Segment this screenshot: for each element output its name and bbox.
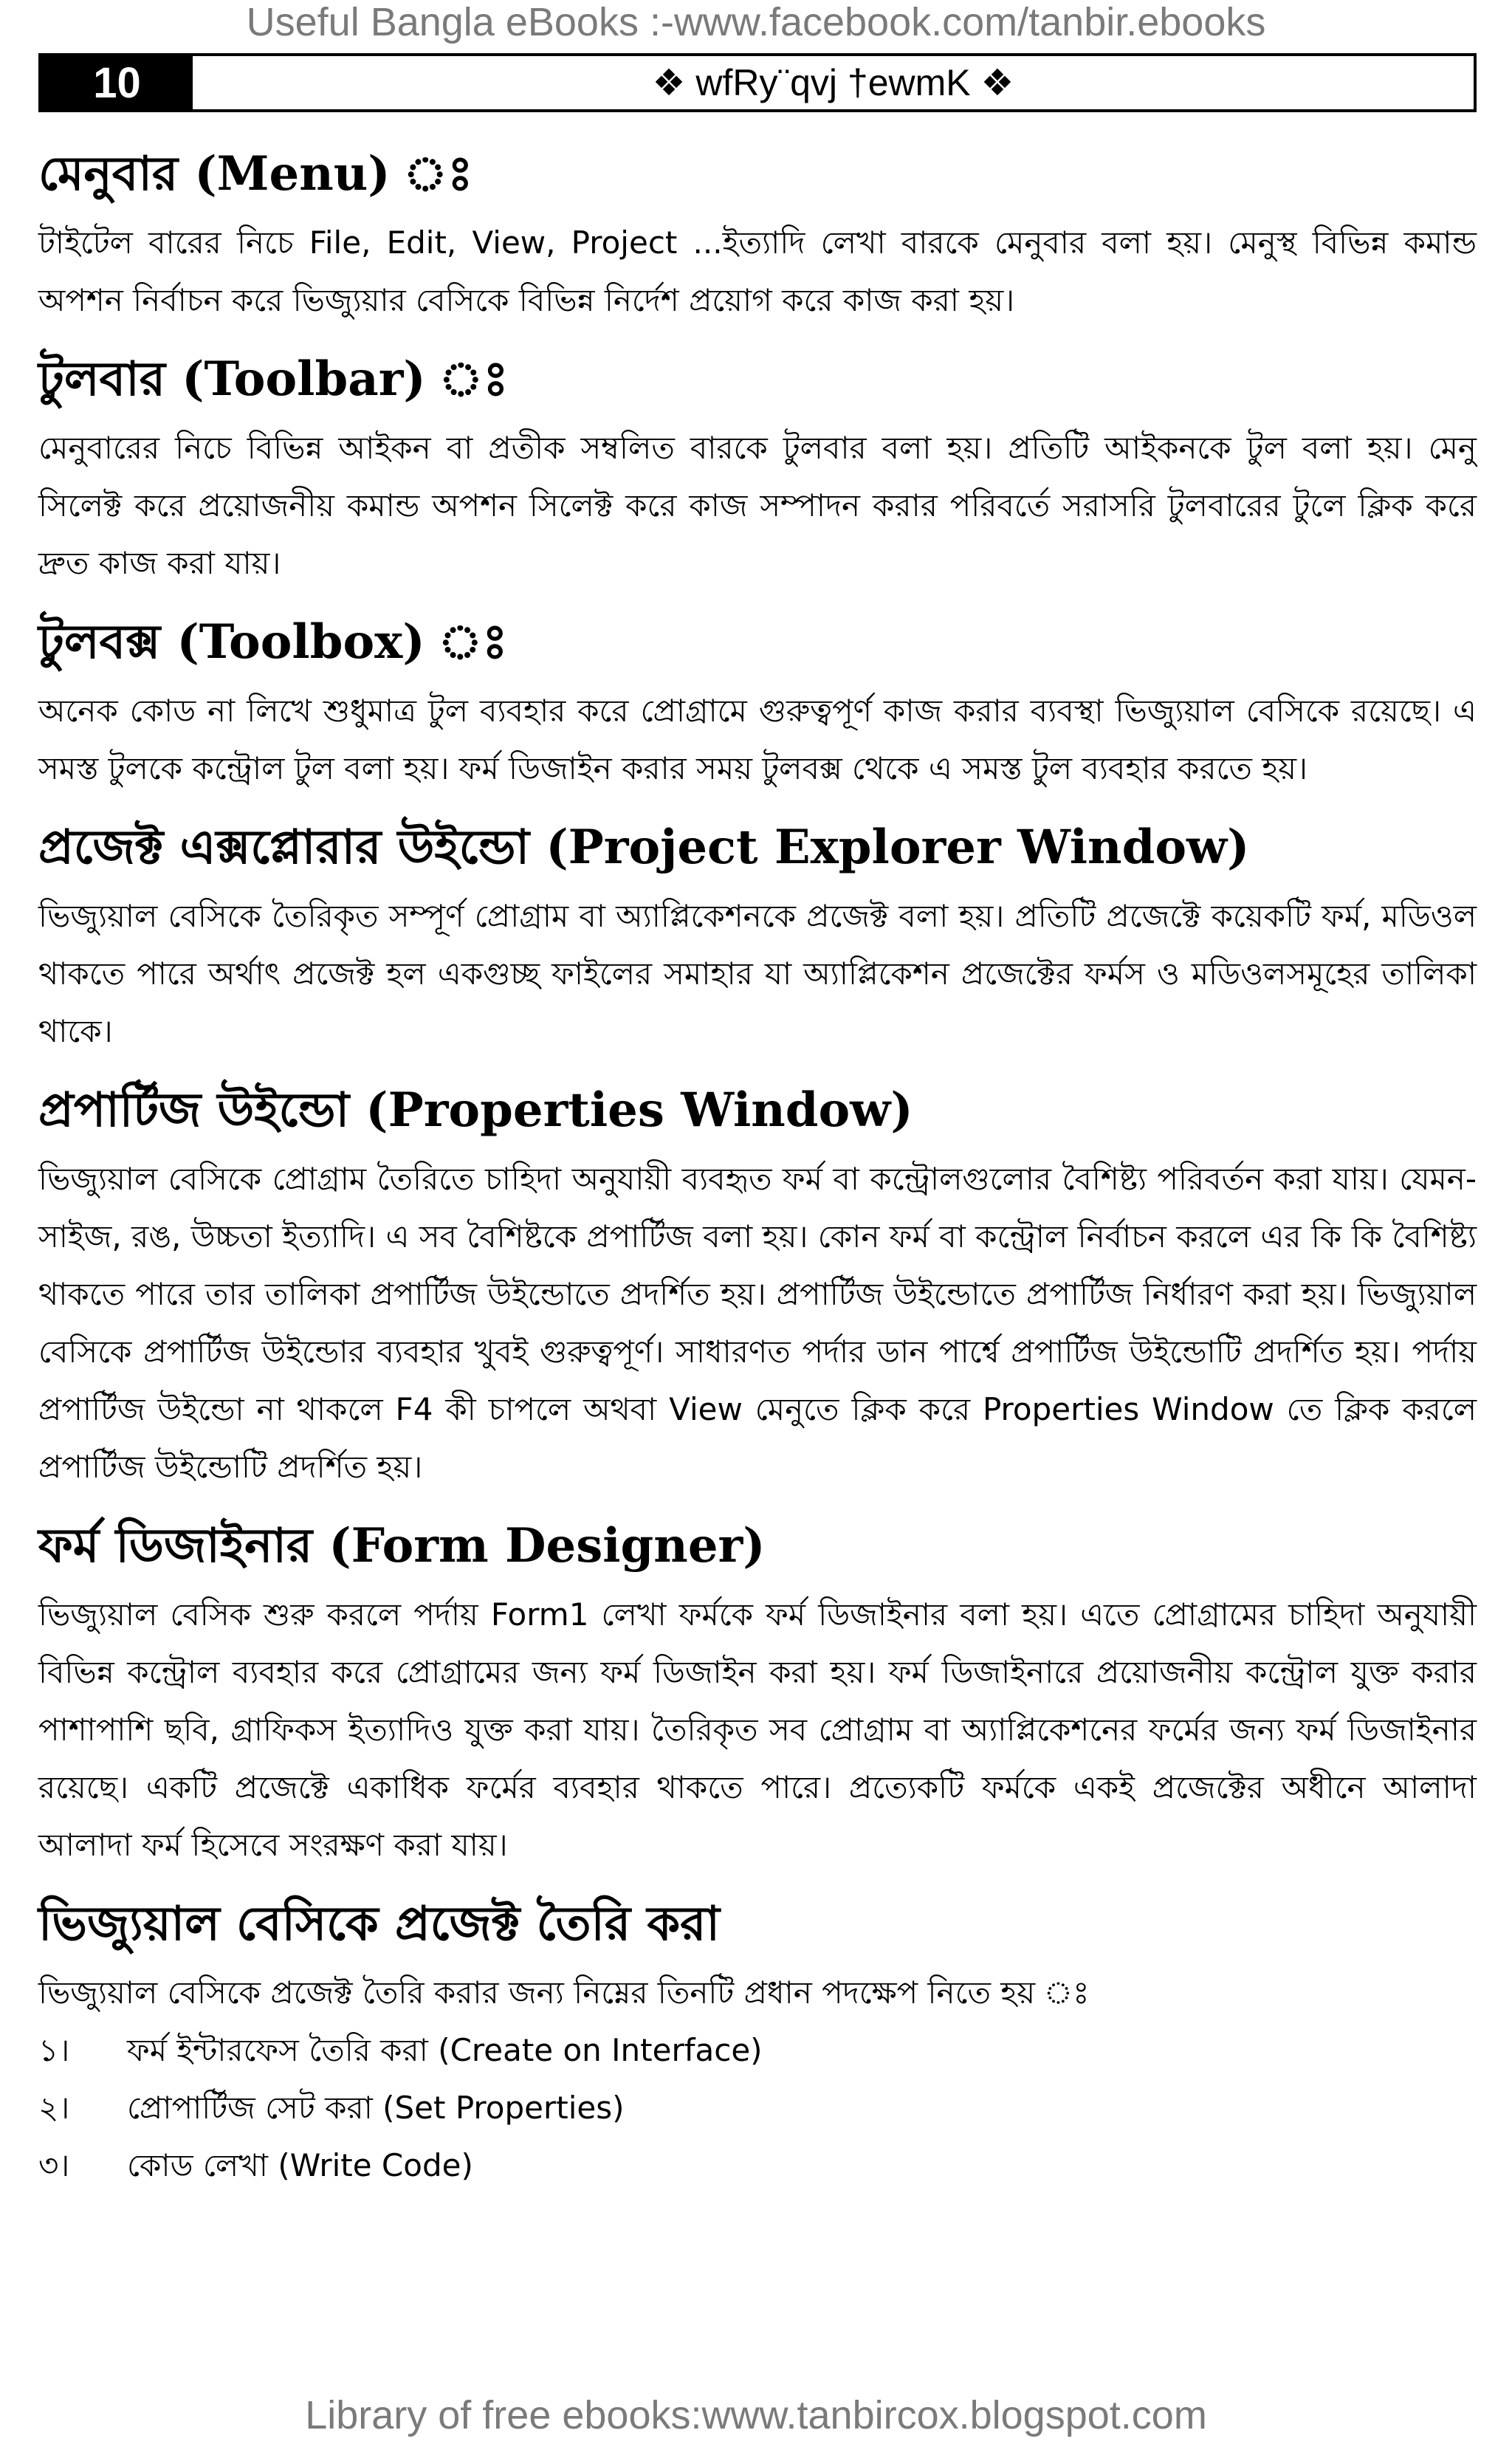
section-body: টাইটেল বারের নিচে File, Edit, View, Project ...ইত্যাদি লেখা বারকে মেনুবার বলা হয়। মেনুস্থ বিভিন্ন কমান্ড অপশন নির্বাচন করে ভিজ্যুয়ার বেসিকে বিভিন্ন নির্দেশ প্রয়োগ করে কাজ করা হয়। [38,224,1477,318]
section-heading: টুলবক্স (Toolbox) ঃ [38,614,508,670]
page-content [38,139,1477,2209]
section-body: ভিজ্যুয়াল বেসিকে তৈরিকৃত সম্পূর্ণ প্রোগ্রাম বা অ্যাপ্লিকেশনকে প্রজেক্ট বলা হয়। প্রতিটি প্রজেক্টে কয়েকটি ফর্ম, মডিওল থাকতে পারে অর্থাৎ প্রজেক্ট হল একগুচ্ছ ফাইলের সমাহার যা অ্যাপ্লিকেশন প্রজেক্টের ফর্মস ও মডিওলসমূহের তালিকা থাকে। [38,898,1477,1049]
section-body: ভিজ্যুয়াল বেসিকে প্রোগ্রাম তৈরিতে চাহিদা অনুযায়ী ব্যবহৃত ফর্ম বা কন্ট্রোলগুলোর বৈশিষ্ট্য পরিবর্তন করা যায়। যেমন- সাইজ, রঙ, উচ্চতা ইত্যাদি। এ সব বৈশিষ্টকে প্রপার্টিজ বলা হয়। কোন ফর্ম বা কন্ট্রোল নির্বাচন করলে এর কি কি বৈশিষ্ট্য থাকতে পারে তার তালিকা প্রপার্টিজ উইন্ডোতে প্রদর্শিত হয়। প্রপার্টিজ উইন্ডোতে প্রপার্টিজ নির্ধারণ করা হয়। ভিজ্যুয়াল বেসিকে প্রপার্টিজ উইন্ডোর ব্যবহার খুবই গুরুত্বপূর্ণ। সাধারণত পর্দার ডান পার্শ্বে প্রপার্টিজ উইন্ডোটি প্রদর্শিত হয়। পর্দায় প্রপার্টিজ উইন্ডো না থাকলে F4 কী চাপলে অথবা View মেনুতে ক্লিক করে Properties Window তে ক্লিক করলে প্রপার্টিজ উইন্ডোটি প্রদর্শিত হয়। [38,1161,1477,1485]
step-text: প্রোপার্টিজ সেট করা (Set Properties) [127,2090,625,2126]
step-text: ফর্ম ইন্টারফেস তৈরি করা (Create on Interface) [127,2032,763,2068]
section-menu [38,139,1477,329]
section-body: ভিজ্যুয়াল বেসিকে প্রজেক্ট তৈরি করার জন্য নিম্নের তিনটি প্রধান পদক্ষেপ নিতে হয় ঃ [38,1974,1090,2011]
list-item [38,2137,1477,2194]
step-text: কোড লেখা (Write Code) [127,2147,473,2183]
list-item [38,2022,1477,2079]
step-number: ৩। [38,2147,70,2183]
top-watermark: Useful Bangla eBooks :-www.facebook.com/tanbir.ebooks [246,0,1266,44]
section-project-explorer [38,812,1477,1060]
section-heading: প্রপার্টিজ উইন্ডো (Properties Window) [38,1082,913,1138]
page-header [38,53,1477,112]
book-title: ❖ wfRy¨qvj †ewmK ❖ [652,62,1014,103]
steps-list [38,2022,1477,2194]
section-properties-window [38,1075,1477,1496]
section-body: মেনুবারের নিচে বিভিন্ন আইকন বা প্রতীক সম্বলিত বারকে টুলবার বলা হয়। প্রতিটি আইকনকে টুল বলা হয়। মেনু সিলেক্ট করে প্রয়োজনীয় কমান্ড অপশন সিলেক্ট করে কাজ সম্পাদন করার পরিবর্তে সরাসরি টুলবারের টুলে ক্লিক করে দ্রুত কাজ করা যায়। [38,430,1477,581]
section-toolbox [38,607,1477,797]
list-item [38,2079,1477,2137]
section-form-designer [38,1511,1477,1874]
section-heading: টুলবার (Toolbar) ঃ [38,351,509,407]
section-heading: ভিজ্যুয়াল বেসিকে প্রজেক্ট তৈরি করা [38,1896,720,1952]
section-heading: ফর্ম ডিজাইনার (Form Designer) [38,1518,766,1573]
section-toolbar [38,344,1477,592]
section-create-project [38,1889,1477,2194]
section-body: ভিজ্যুয়াল বেসিক শুরু করলে পর্দায় Form1 লেখা ফর্মকে ফর্ম ডিজাইনার বলা হয়। এতে প্রোগ্রামের চাহিদা অনুযায়ী বিভিন্ন কন্ট্রোল ব্যবহার করে প্রোগ্রামের জন্য ফর্ম ডিজাইন করা হয়। ফর্ম ডিজাইনারে প্রয়োজনীয় কন্ট্রোল যুক্ত করার পাশাপাশি ছবি, গ্রাফিকস ইত্যাদিও যুক্ত করা যায়। তৈরিকৃত সব প্রোগ্রাম বা অ্যাপ্লিকেশনের ফর্মের জন্য ফর্ম ডিজাইনার রয়েছে। একটি প্রজেক্টে একাধিক ফর্মের ব্যবহার থাকতে পারে। প্রত্যেকটি ফর্মকে একই প্রজেক্টের অধীনে আলাদা আলাদা ফর্ম হিসেবে সংরক্ষণ করা যায়। [38,1596,1477,1863]
section-body: অনেক কোড না লিখে শুধুমাত্র টুল ব্যবহার করে প্রোগ্রামে গুরুত্বপূর্ণ কাজ করার ব্যবস্থা ভিজ্যুয়াল বেসিকে রয়েছে। এ সমস্ত টুলকে কন্ট্রোল টুল বলা হয়। ফর্ম ডিজাইন করার সময় টুলবক্স থেকে এ সমস্ত টুল ব্যবহার করতে হয়। [38,693,1477,786]
page-number: 10 [41,56,193,109]
section-heading: প্রজেক্ট এক্সপ্লোরার উইন্ডো (Project Explorer Window) [38,820,1250,875]
bottom-watermark: Library of free ebooks:www.tanbircox.blogspot.com [305,2393,1207,2437]
step-number: ১। [38,2032,70,2068]
step-number: ২। [38,2090,70,2126]
section-heading: মেনুবার (Menu) ঃ [38,146,473,202]
